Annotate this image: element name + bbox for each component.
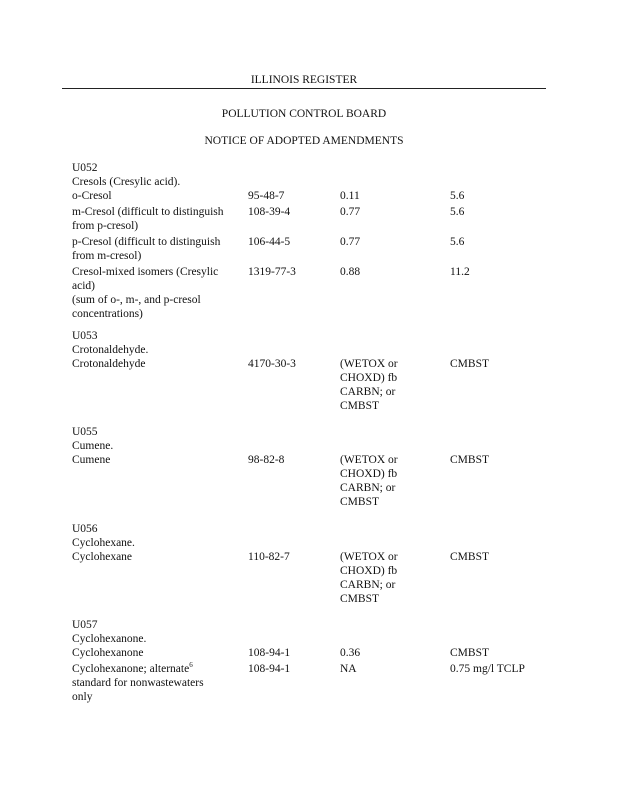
waste-name: Crotonaldehyde. (72, 344, 149, 356)
board-name: POLLUTION CONTROL BOARD (221, 108, 387, 120)
nonwastewater-standard: 5.6 (450, 206, 465, 218)
waste-code: U056 (72, 523, 98, 535)
wastewater-standard: 0.11 (340, 190, 360, 202)
wastewater-standard: 0.77 (340, 206, 361, 218)
waste-name: Cresols (Cresylic acid). (72, 176, 181, 188)
cas-number: 4170-30-3 (248, 358, 296, 370)
constituent-name-cont: from p-cresol) (72, 220, 139, 232)
cas-number: 110-82-7 (248, 551, 290, 563)
wastewater-standard-cont: CHOXD) fb (340, 372, 398, 384)
constituent-name-text: Cyclohexanone; alternate (72, 663, 190, 675)
nonwastewater-standard: 5.6 (450, 236, 465, 248)
notice-title: NOTICE OF ADOPTED AMENDMENTS (204, 135, 404, 147)
wastewater-standard-cont: CARBN; or (340, 482, 396, 494)
wastewater-standard: (WETOX or (340, 454, 398, 466)
register-title: ILLINOIS REGISTER (250, 74, 358, 86)
waste-section-u053 (72, 329, 562, 415)
constituent-name-cont: concentrations) (72, 308, 143, 320)
constituent-name-cont: from m-cresol) (72, 250, 142, 262)
table-row (72, 235, 562, 265)
wastewater-standard-cont: CMBST (340, 593, 379, 605)
waste-code: U057 (72, 619, 98, 631)
cas-number: 108-39-4 (248, 206, 291, 218)
constituent-name-cont: acid) (72, 280, 95, 292)
nonwastewater-standard: 5.6 (450, 190, 465, 202)
wastewater-standard: 0.36 (340, 647, 361, 659)
wastewater-standard: 0.77 (340, 236, 361, 248)
waste-code: U055 (72, 426, 98, 438)
nonwastewater-standard: CMBST (450, 454, 489, 466)
waste-name: Cyclohexane. (72, 537, 135, 549)
table-row (72, 646, 562, 662)
wastewater-standard: (WETOX or (340, 358, 398, 370)
cas-number: 106-44-5 (248, 236, 291, 248)
nonwastewater-standard: 0.75 mg/l TCLP (450, 663, 525, 675)
table-row (72, 357, 562, 415)
constituent-name: o-Cresol (72, 190, 112, 202)
wastewater-standard-cont: CMBST (340, 400, 379, 412)
wastewater-standard-cont: CHOXD) fb (340, 468, 398, 480)
wastewater-standard: (WETOX or (340, 551, 398, 563)
nonwastewater-standard: CMBST (450, 647, 489, 659)
wastewater-standard: 0.88 (340, 266, 361, 278)
header-rule (62, 88, 546, 89)
table-row (72, 205, 562, 235)
table-row (72, 453, 562, 511)
waste-section-u052 (72, 161, 562, 323)
waste-code: U052 (72, 162, 98, 174)
constituent-name: m-Cresol (difficult to distinguish (72, 206, 224, 218)
table-row (72, 189, 562, 205)
nonwastewater-standard: CMBST (450, 358, 489, 370)
nonwastewater-standard: 11.2 (450, 266, 470, 278)
wastewater-standard-cont: CMBST (340, 496, 379, 508)
wastewater-standard: NA (340, 663, 357, 675)
constituent-name: Cyclohexanone (72, 647, 144, 659)
footnote-marker: 6 (189, 661, 193, 669)
constituent-name (72, 662, 244, 676)
nonwastewater-standard: CMBST (450, 551, 489, 563)
wastewater-standard-cont: CHOXD) fb (340, 565, 398, 577)
waste-code: U053 (72, 330, 98, 342)
table-row (72, 265, 562, 323)
table-row (72, 662, 562, 706)
wastewater-standard-cont: CARBN; or (340, 579, 396, 591)
constituent-name: Cumene (72, 454, 111, 466)
waste-section-u055 (72, 425, 562, 511)
constituent-name-cont: (sum of o-, m-, and p-cresol (72, 294, 201, 306)
cas-number: 1319-77-3 (248, 266, 296, 278)
waste-section-u056 (72, 522, 562, 608)
constituent-name-cont: standard for nonwastewaters (72, 677, 204, 689)
constituent-name: Cresol-mixed isomers (Cresylic (72, 266, 219, 278)
waste-name: Cumene. (72, 440, 114, 452)
constituent-name: p-Cresol (difficult to distinguish (72, 236, 221, 248)
constituent-name: Cyclohexane (72, 551, 133, 563)
wastewater-standard-cont: CARBN; or (340, 386, 396, 398)
table-row (72, 550, 562, 608)
cas-number: 95-48-7 (248, 190, 285, 202)
cas-number: 98-82-8 (248, 454, 285, 466)
constituent-name-cont: only (72, 691, 93, 703)
cas-number: 108-94-1 (248, 647, 291, 659)
waste-name: Cyclohexanone. (72, 633, 147, 645)
constituent-name: Crotonaldehyde (72, 358, 146, 370)
waste-section-u057 (72, 618, 562, 706)
cas-number: 108-94-1 (248, 663, 291, 675)
